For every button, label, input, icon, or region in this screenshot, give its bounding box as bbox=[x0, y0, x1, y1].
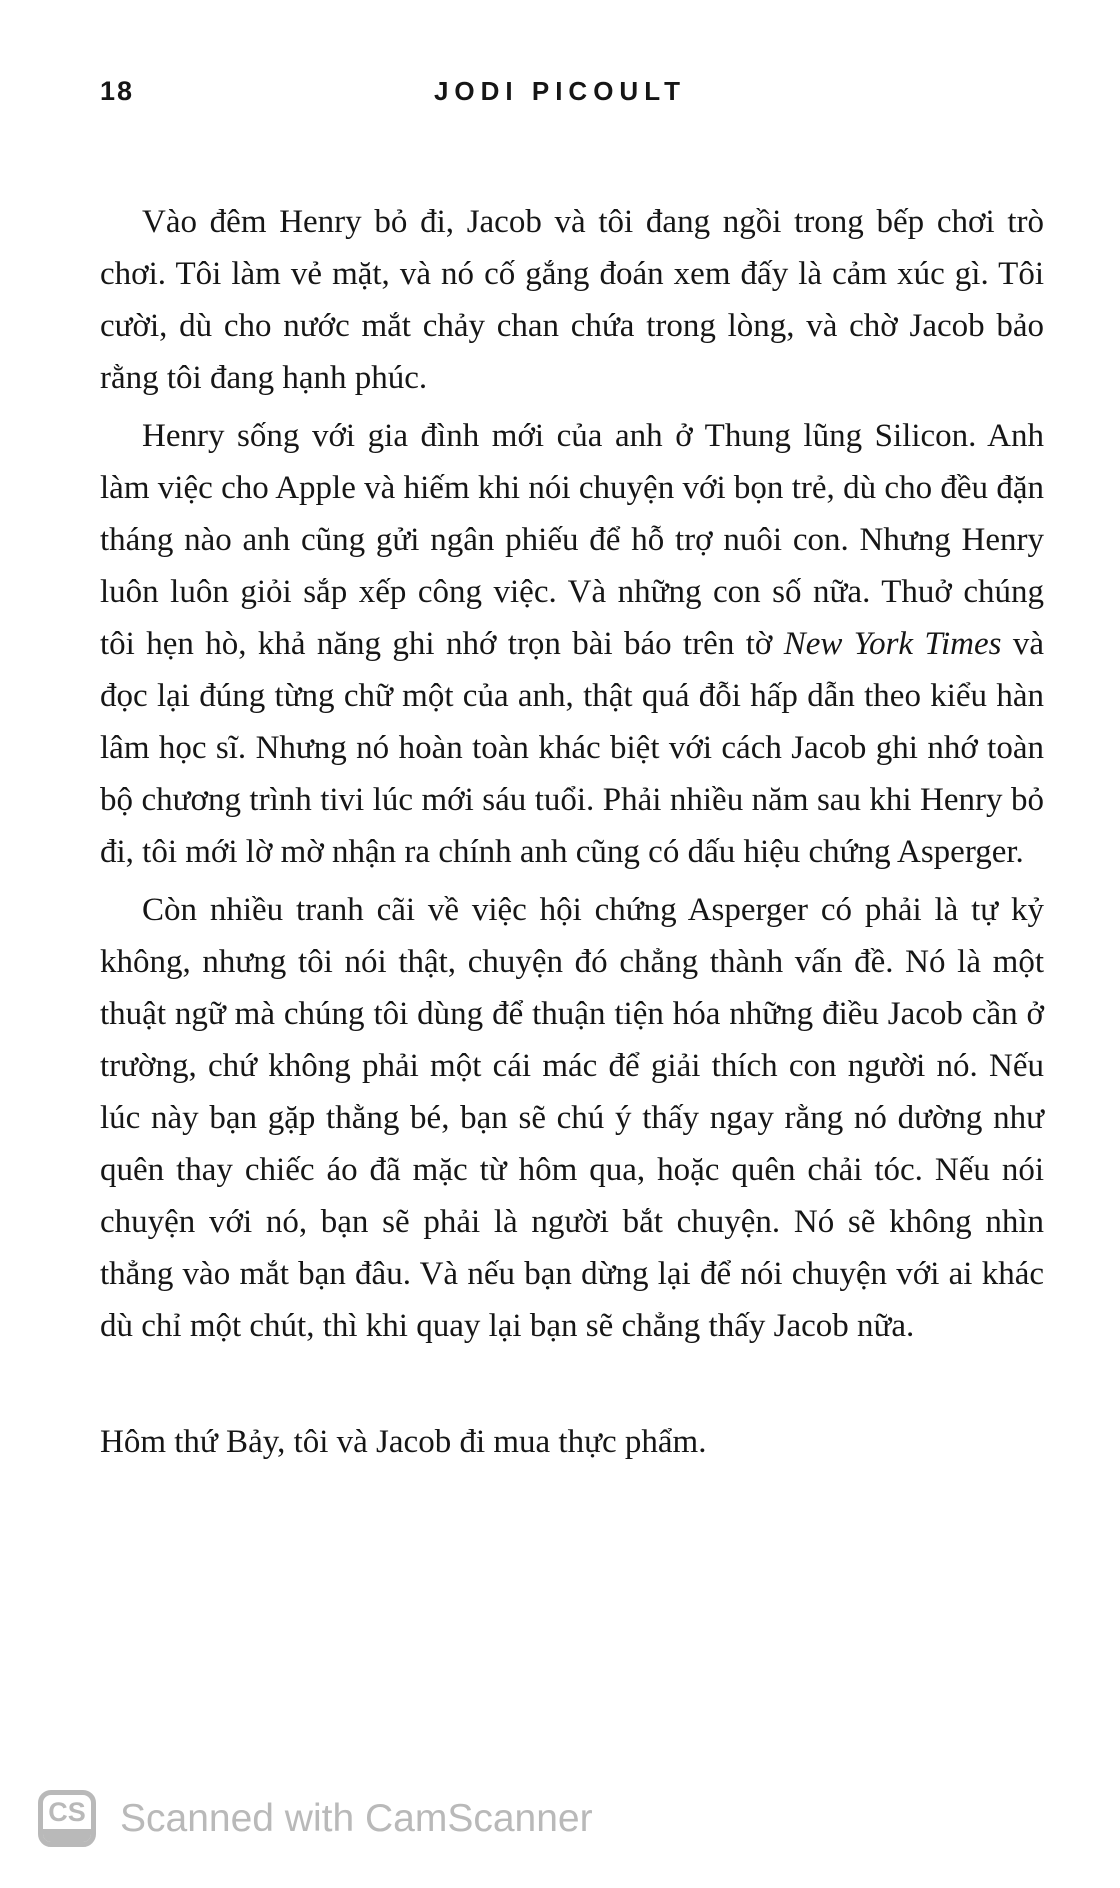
text-run: Còn nhiều tranh cãi về việc hội chứng Asperger có phải là tự kỷ không, nhưng tôi nói thật, chuyện đó chẳng thành vấn đề. Nó là một thuật ngữ mà chúng tôi dùng để thuận tiện hóa những điều Jacob cần ở trường, chứ không phải một cái mác để giải thích con người nó. Nếu lúc này bạn gặp thằng bé, bạn sẽ chú ý thấy ngay rằng nó dường như quên thay chiếc áo đã mặc từ hôm qua, hoặc quên chải tóc. Nếu nói chuyện với nó, bạn sẽ phải là người bắt chuyện. Nó sẽ không nhìn thẳng vào mắt bạn đâu. Và nếu bạn dừng lại để nói chuyện với ai khác dù chỉ một chút, thì khi quay lại bạn sẽ chẳng thấy Jacob nữa. bbox=[100, 892, 1044, 1344]
watermark-text: Scanned with CamScanner bbox=[120, 1796, 593, 1840]
paragraph bbox=[100, 410, 1044, 878]
camscanner-watermark bbox=[38, 1790, 593, 1847]
text-run: Henry sống với gia đình mới của anh ở Thung lũng Silicon. Anh làm việc cho Apple và hiếm khi nói chuyện với bọn trẻ, dù cho đều đặn tháng nào anh cũng gửi ngân phiếu để hỗ trợ nuôi con. Nhưng Henry luôn luôn giỏi sắp xếp công việc. Và những con số nữa. Thuở chúng tôi hẹn hò, khả năng ghi nhớ trọn bài báo trên tờ bbox=[100, 418, 1044, 662]
camscanner-logo-bar bbox=[43, 1829, 91, 1842]
paragraph bbox=[100, 1416, 1044, 1468]
text-run: Vào đêm Henry bỏ đi, Jacob và tôi đang ngồi trong bếp chơi trò chơi. Tôi làm vẻ mặt, và nó cố gắng đoán xem đấy là cảm xúc gì. Tôi cười, dù cho nước mắt chảy chan chứa trong lòng, và chờ Jacob bảo rằng tôi đang hạnh phúc. bbox=[100, 204, 1044, 396]
italic-phrase: New York Times bbox=[783, 626, 1002, 662]
text-run: và đọc lại đúng từng chữ một của anh, thật quá đỗi hấp dẫn theo kiểu hàn lâm học sĩ. Nhưng nó hoàn toàn khác biệt với cách Jacob ghi nhớ toàn bộ chương trình tivi lúc mới sáu tuổi. Phải nhiều năm sau khi Henry bỏ đi, tôi mới lờ mờ nhận ra chính anh cũng có dấu hiệu chứng Asperger. bbox=[100, 626, 1044, 870]
text-run: Hôm thứ Bảy, tôi và Jacob đi mua thực phẩm. bbox=[100, 1424, 707, 1460]
running-header-title: JODI PICOULT bbox=[433, 76, 687, 106]
camscanner-logo-text: CS bbox=[48, 1797, 86, 1827]
body-text bbox=[100, 196, 1044, 1468]
camscanner-logo-icon bbox=[38, 1790, 96, 1847]
page-number: 18 bbox=[100, 76, 135, 106]
paragraph bbox=[100, 884, 1044, 1352]
paragraph bbox=[100, 196, 1044, 404]
page-header bbox=[0, 76, 1120, 116]
